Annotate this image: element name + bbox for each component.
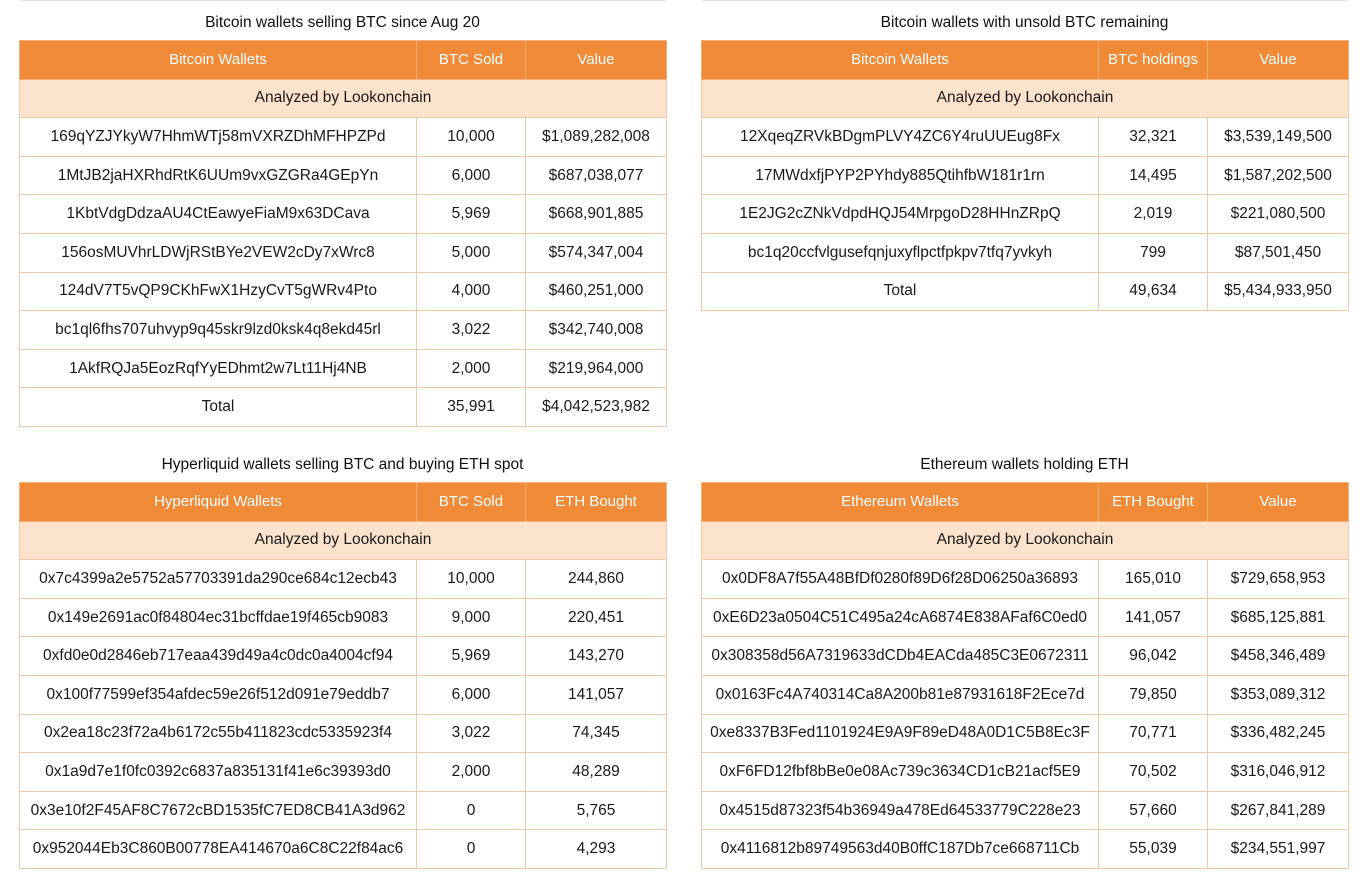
amount-cell: 141,057	[1099, 598, 1208, 637]
table-row	[702, 233, 1349, 272]
total-value: $5,434,933,950	[1208, 272, 1349, 311]
amount-cell: 2,019	[1099, 195, 1208, 234]
value-cell: 74,345	[526, 714, 667, 753]
column-header: Hyperliquid Wallets	[20, 483, 417, 522]
wallet-address: 0x308358d56A7319633dCDb4EACda485C3E0672311	[702, 637, 1099, 676]
table-row	[702, 791, 1349, 830]
amount-cell: 79,850	[1099, 675, 1208, 714]
table-row	[20, 311, 667, 350]
value-cell: $687,038,077	[526, 156, 667, 195]
wallet-address: 0xF6FD12fbf8bBe0e08Ac739c3634CD1cB21acf5E9	[702, 753, 1099, 792]
column-header: BTC Sold	[417, 41, 526, 80]
amount-cell: 96,042	[1099, 637, 1208, 676]
amount-cell: 9,000	[417, 598, 526, 637]
value-cell: 48,289	[526, 753, 667, 792]
table-row	[20, 830, 667, 869]
table-row	[20, 233, 667, 272]
divider-line	[20, 0, 666, 1]
table-header	[20, 41, 667, 80]
hyperliquid-table	[19, 482, 667, 869]
table-row	[702, 118, 1349, 157]
wallet-address: 0x0DF8A7f55A48BfDf0280f89D6f28D06250a36893	[702, 560, 1099, 599]
wallet-address: 156osMUVhrLDWjRStBYe2VEW2cDy7xWrc8	[20, 233, 417, 272]
value-cell: $234,551,997	[1208, 830, 1349, 869]
value-cell: $460,251,000	[526, 272, 667, 311]
table-row	[702, 560, 1349, 599]
analyzed-by-row	[702, 521, 1349, 560]
column-header: Value	[526, 41, 667, 80]
table-row	[20, 791, 667, 830]
table-row	[702, 830, 1349, 869]
table-row	[20, 753, 667, 792]
value-cell: $574,347,004	[526, 233, 667, 272]
amount-cell: 799	[1099, 233, 1208, 272]
amount-cell: 5,000	[417, 233, 526, 272]
total-label: Total	[20, 388, 417, 427]
panel-title: Bitcoin wallets selling BTC since Aug 20	[205, 14, 480, 31]
value-cell: $1,587,202,500	[1208, 156, 1349, 195]
amount-cell: 70,502	[1099, 753, 1208, 792]
table-row	[702, 637, 1349, 676]
table-header	[702, 483, 1349, 522]
value-cell: 5,765	[526, 791, 667, 830]
value-cell: $668,901,885	[526, 195, 667, 234]
table-row	[20, 156, 667, 195]
value-cell: $729,658,953	[1208, 560, 1349, 599]
analyzed-by-row	[20, 79, 667, 118]
analyzed-by-row	[20, 521, 667, 560]
table-row	[20, 118, 667, 157]
amount-cell: 2,000	[417, 349, 526, 388]
value-cell: $1,089,282,008	[526, 118, 667, 157]
column-header: BTC Sold	[417, 483, 526, 522]
wallet-address: 0xfd0e0d2846eb717eaa439d49a4c0dc0a4004cf94	[20, 637, 417, 676]
amount-cell: 6,000	[417, 156, 526, 195]
amount-cell: 14,495	[1099, 156, 1208, 195]
column-header: Value	[1208, 483, 1349, 522]
panel-title: Ethereum wallets holding ETH	[920, 456, 1129, 473]
wallet-address: 0x1a9d7e1f0fc0392c6837a835131f41e6c39393d0	[20, 753, 417, 792]
ethereum-panel	[701, 444, 1348, 869]
value-cell: 244,860	[526, 560, 667, 599]
wallet-address: bc1ql6fhs707uhvyp9q45skr9lzd0ksk4q8ekd45rl	[20, 311, 417, 350]
value-cell: $3,539,149,500	[1208, 118, 1349, 157]
amount-cell: 10,000	[417, 118, 526, 157]
analyzed-by-row	[702, 79, 1349, 118]
wallet-address: 0x2ea18c23f72a4b6172c55b411823cdc5335923f4	[20, 714, 417, 753]
wallet-address: 124dV7T5vQP9CKhFwX1HzyCvT5gWRv4Pto	[20, 272, 417, 311]
amount-cell: 4,000	[417, 272, 526, 311]
amount-cell: 5,969	[417, 637, 526, 676]
column-header: ETH Bought	[526, 483, 667, 522]
wallet-address: 0x0163Fc4A740314Ca8A200b81e87931618F2Ece7d	[702, 675, 1099, 714]
panel-title: Hyperliquid wallets selling BTC and buying ETH spot	[161, 456, 524, 473]
amount-cell: 10,000	[417, 560, 526, 599]
divider-line	[702, 0, 1348, 1]
column-header: ETH Bought	[1099, 483, 1208, 522]
total-value: $4,042,523,982	[526, 388, 667, 427]
total-amount: 49,634	[1099, 272, 1208, 311]
amount-cell: 57,660	[1099, 791, 1208, 830]
value-cell: 4,293	[526, 830, 667, 869]
wallet-address: 0x4515d87323f54b36949a478Ed64533779C228e23	[702, 791, 1099, 830]
wallet-address: 0x7c4399a2e5752a57703391da290ce684c12ecb43	[20, 560, 417, 599]
value-cell: $353,089,312	[1208, 675, 1349, 714]
table-row	[702, 156, 1349, 195]
value-cell: 220,451	[526, 598, 667, 637]
amount-cell: 0	[417, 830, 526, 869]
analyzed-by-label: Analyzed by Lookonchain	[20, 521, 667, 560]
amount-cell: 0	[417, 791, 526, 830]
column-header: Ethereum Wallets	[702, 483, 1099, 522]
ethereum-table	[701, 482, 1349, 869]
value-cell: $458,346,489	[1208, 637, 1349, 676]
analyzed-by-label: Analyzed by Lookonchain	[702, 79, 1349, 118]
hyperliquid-panel	[19, 444, 666, 869]
table-row	[20, 675, 667, 714]
total-row	[20, 388, 667, 427]
value-cell: $219,964,000	[526, 349, 667, 388]
value-cell: 141,057	[526, 675, 667, 714]
wallet-address: 0x952044Eb3C860B00778EA414670a6C8C22f84ac6	[20, 830, 417, 869]
btc-selling-panel	[19, 2, 666, 427]
wallet-address: 169qYZJYkyW7HhmWTj58mVXRZDhMFHPZPd	[20, 118, 417, 157]
column-header: Value	[1208, 41, 1349, 80]
wallet-address: 1E2JG2cZNkVdpdHQJ54MrpgoD28HHnZRpQ	[702, 195, 1099, 234]
amount-cell: 3,022	[417, 714, 526, 753]
amount-cell: 32,321	[1099, 118, 1208, 157]
table-row	[20, 195, 667, 234]
btc-holding-table	[701, 40, 1349, 311]
wallet-address: 0xe8337B3Fed1101924E9A9F89eD48A0D1C5B8Ec3F	[702, 714, 1099, 753]
column-header: BTC holdings	[1099, 41, 1208, 80]
total-row	[702, 272, 1349, 311]
table-row	[702, 675, 1349, 714]
value-cell: $685,125,881	[1208, 598, 1349, 637]
wallet-address: 0xE6D23a0504C51C495a24cA6874E838AFaf6C0ed0	[702, 598, 1099, 637]
value-cell: $336,482,245	[1208, 714, 1349, 753]
table-row	[702, 195, 1349, 234]
btc-selling-table	[19, 40, 667, 427]
wallet-address: 1KbtVdgDdzaAU4CtEawyeFiaM9x63DCava	[20, 195, 417, 234]
table-row	[702, 598, 1349, 637]
table-header	[20, 483, 667, 522]
table-row	[20, 714, 667, 753]
wallet-address: 12XqeqZRVkBDgmPLVY4ZC6Y4ruUUEug8Fx	[702, 118, 1099, 157]
panel-title: Bitcoin wallets with unsold BTC remaining	[880, 14, 1169, 31]
amount-cell: 165,010	[1099, 560, 1208, 599]
column-header: Bitcoin Wallets	[702, 41, 1099, 80]
amount-cell: 55,039	[1099, 830, 1208, 869]
table-row	[20, 272, 667, 311]
wallet-address: 17MWdxfjPYP2PYhdy885QtihfbW181r1rn	[702, 156, 1099, 195]
analyzed-by-label: Analyzed by Lookonchain	[702, 521, 1349, 560]
wallet-address: bc1q20ccfvlgusefqnjuxyflpctfpkpv7tfq7yvkyh	[702, 233, 1099, 272]
value-cell: 143,270	[526, 637, 667, 676]
total-amount: 35,991	[417, 388, 526, 427]
value-cell: $221,080,500	[1208, 195, 1349, 234]
value-cell: $87,501,450	[1208, 233, 1349, 272]
table-header	[702, 41, 1349, 80]
wallet-address: 1AkfRQJa5EozRqfYyEDhmt2w7Lt11Hj4NB	[20, 349, 417, 388]
amount-cell: 2,000	[417, 753, 526, 792]
column-header: Bitcoin Wallets	[20, 41, 417, 80]
wallet-address: 0x100f77599ef354afdec59e26f512d091e79eddb7	[20, 675, 417, 714]
table-row	[20, 598, 667, 637]
table-row	[20, 349, 667, 388]
wallet-address: 0x149e2691ac0f84804ec31bcffdae19f465cb9083	[20, 598, 417, 637]
table-row	[702, 714, 1349, 753]
value-cell: $342,740,008	[526, 311, 667, 350]
amount-cell: 6,000	[417, 675, 526, 714]
value-cell: $267,841,289	[1208, 791, 1349, 830]
total-label: Total	[702, 272, 1099, 311]
table-row	[20, 637, 667, 676]
value-cell: $316,046,912	[1208, 753, 1349, 792]
wallet-address: 1MtJB2jaHXRhdRtK6UUm9vxGZGRa4GEpYn	[20, 156, 417, 195]
amount-cell: 70,771	[1099, 714, 1208, 753]
wallet-address: 0x4116812b89749563d40B0ffC187Db7ce668711Cb	[702, 830, 1099, 869]
table-row	[702, 753, 1349, 792]
amount-cell: 5,969	[417, 195, 526, 234]
analyzed-by-label: Analyzed by Lookonchain	[20, 79, 667, 118]
table-row	[20, 560, 667, 599]
amount-cell: 3,022	[417, 311, 526, 350]
btc-holding-panel	[701, 2, 1348, 311]
wallet-address: 0x3e10f2F45AF8C7672cBD1535fC7ED8CB41A3d962	[20, 791, 417, 830]
